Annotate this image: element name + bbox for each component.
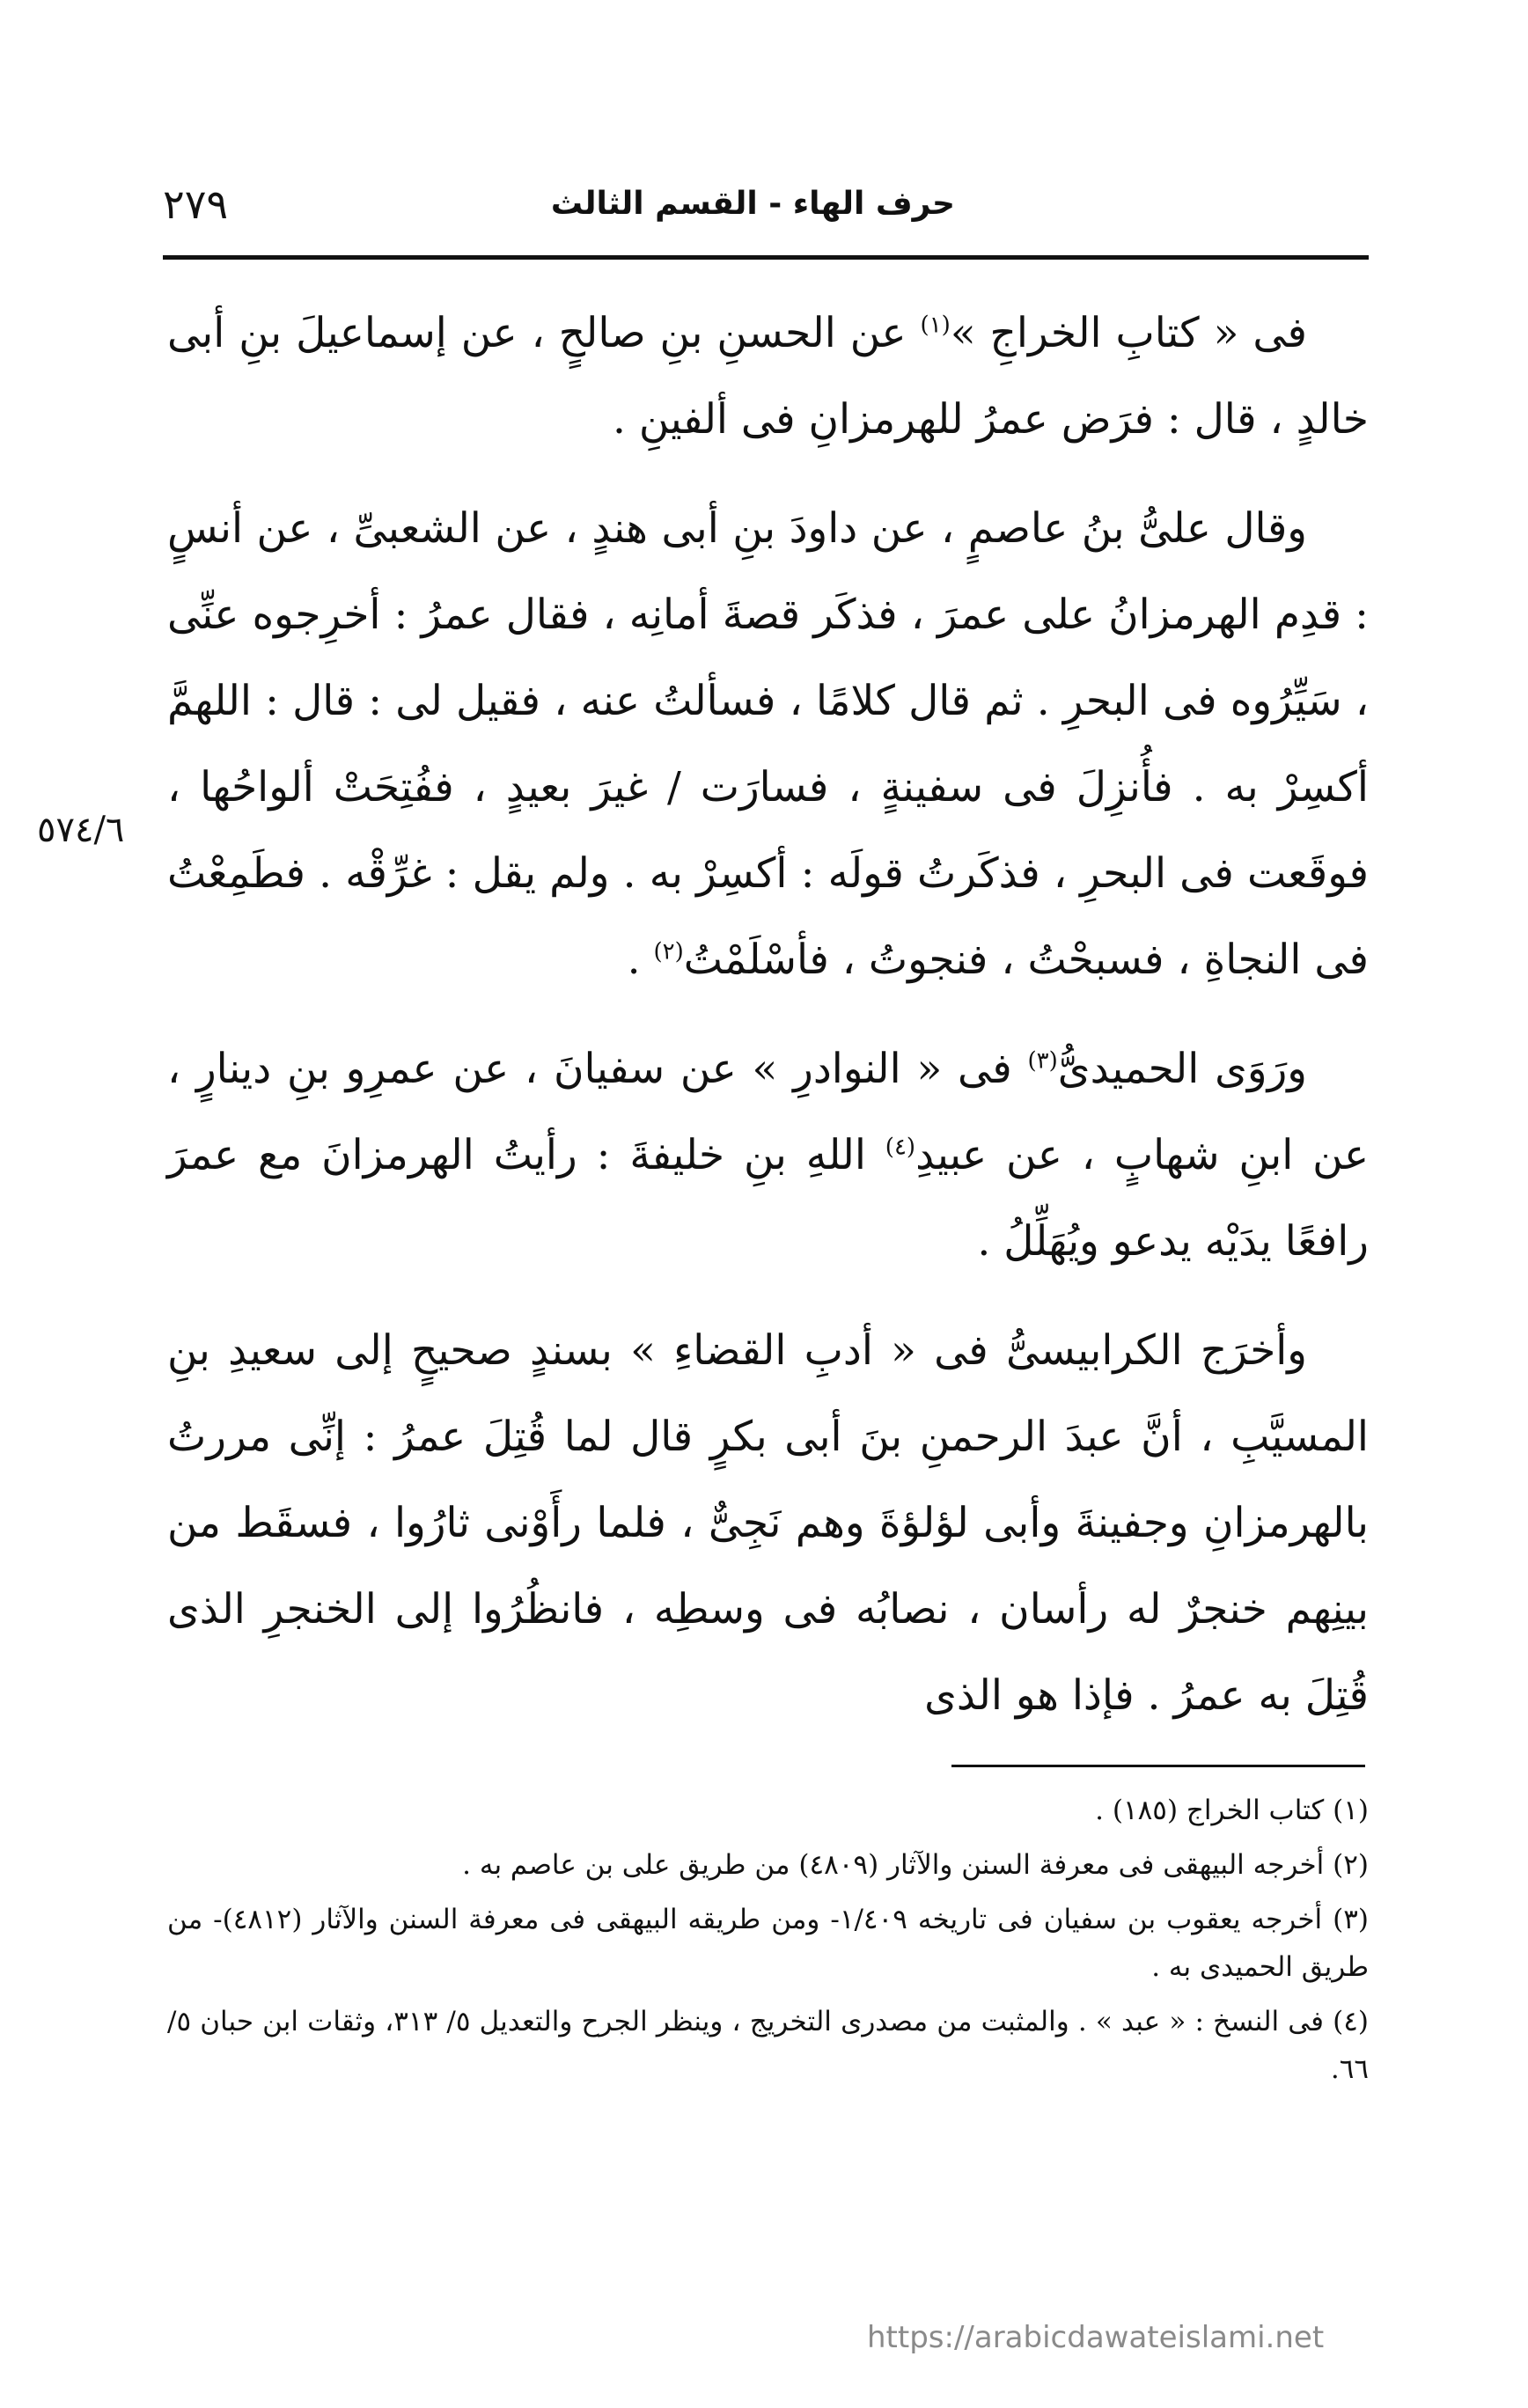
- page-header: [163, 180, 1369, 242]
- paragraph-text: فى « النوادرِ » عن سفيانَ ، عن عمرِو بنِ دينارٍ ، عن ابنِ شهابٍ ، عن عبيدِ: [167, 1045, 1370, 1179]
- header-rule: [163, 255, 1369, 260]
- paragraph-text: وأخرَج الكرابيسىُّ فى « أدبِ القضاءِ » بسندٍ صحيحٍ إلى سعيدِ بنِ المسيَّبِ ، أنَّ عبدَ الرحمنِ بنَ أبى بكرٍ قال لما قُتِلَ عمرُ : إنِّى مررتُ بالهرمزانِ وجفينةَ وأبى لؤلؤةَ وهم نَجِىٌّ ، فلما رأَوْنى ثارُوا ، فسقَط من بينِهم خنجرٌ له رأسان ، نصابُه فى وسطِه ، فانظُرُوا إلى الخنجرِ الذى قُتِلَ به عمرُ . فإذا هو الذى: [167, 1326, 1369, 1720]
- page-number: ٢٧٩: [163, 180, 229, 228]
- paragraph-text: ورَوَى الحميدىُّ: [1057, 1045, 1308, 1093]
- paragraph-text: .: [627, 936, 654, 984]
- footnotes: [167, 1787, 1369, 2100]
- margin-reference: ٥٧٤/٦: [37, 810, 125, 850]
- paragraph-2: [167, 486, 1369, 1003]
- footnote-marker: (٤): [885, 1134, 916, 1161]
- footnote-3: (٣) أخرجه يعقوب بن سفيان فى تاريخه ١/٤٠٩- ومن طريقه البيهقى فى معرفة السنن والآثار (٤٨١٢)- من طريق الحميدى به .: [167, 1904, 1369, 1983]
- paragraph-text: فى « كتابِ الخراجِ »: [950, 309, 1307, 357]
- footnote-marker: (٣): [1027, 1047, 1058, 1075]
- footnote-rule: [951, 1765, 1365, 1767]
- footnote-marker: (٢): [653, 938, 684, 965]
- paragraph-text: وقال علىُّ بنُ عاصمٍ ، عن داودَ بنِ أبى هندٍ ، عن الشعبىِّ ، عن أنسٍ : قدِم الهرمزانُ على عمرَ ، فذكَر قصةَ أمانِه ، فقال عمرُ : أخرِجوه عنِّى ، سَيِّرُوه فى البحرِ . ثم قال كلامًا ، فسألتُ عنه ، فقيل لى : قال : اللهمَّ أكسِرْ به . فأُنزِلَ فى سفينةٍ ، فسارَت / غيرَ بعيدٍ ، ففُتِحَتْ ألواحُها ، فوقَعت فى البحرِ ، فذكَرتُ قولَه : أكسِرْ به . ولم يقل : غرِّقْه . فطَمِعْتُ فى النجاةِ ، فسبحْتُ ، فنجوتُ ، فأسْلَمْتُ: [167, 504, 1369, 984]
- footnote-2: (٢) أخرجه البيهقى فى معرفة السنن والآثار (٤٨٠٩) من طريق على بن عاصم به .: [462, 1849, 1369, 1881]
- paragraph-3: [167, 1026, 1369, 1285]
- paragraph-4: [167, 1308, 1369, 1739]
- watermark-url: https://arabicdawateislami.net: [867, 2320, 1325, 2355]
- footnote-4: (٤) فى النسخ : « عبد » . والمثبت من مصدرى التخريج ، وينظر الجرح والتعديل ٥/ ٣١٣، وثقات ابن حبان ٥/ ٦٦.: [167, 2006, 1369, 2085]
- paragraph-text: اللهِ بنِ خليفةَ : رأيتُ الهرمزانَ مع عمرَ رافعًا يدَيْه يدعو ويُهَلِّلُ .: [167, 1131, 1369, 1266]
- paragraph-text: عن الحسنِ بنِ صالحٍ ، عن إسماعيلَ بنِ أبى خالدٍ ، قال : فرَض عمرُ للهرمزانِ فى ألفينِ .: [167, 309, 1369, 444]
- paragraph-1: [167, 290, 1369, 463]
- main-text: [167, 290, 1369, 1762]
- running-title: حرف الهاء - القسم الثالث: [550, 186, 955, 222]
- footnote-1: (١) كتاب الخراج (١٨٥) .: [1095, 1795, 1369, 1826]
- footnote-marker: (١): [920, 312, 951, 339]
